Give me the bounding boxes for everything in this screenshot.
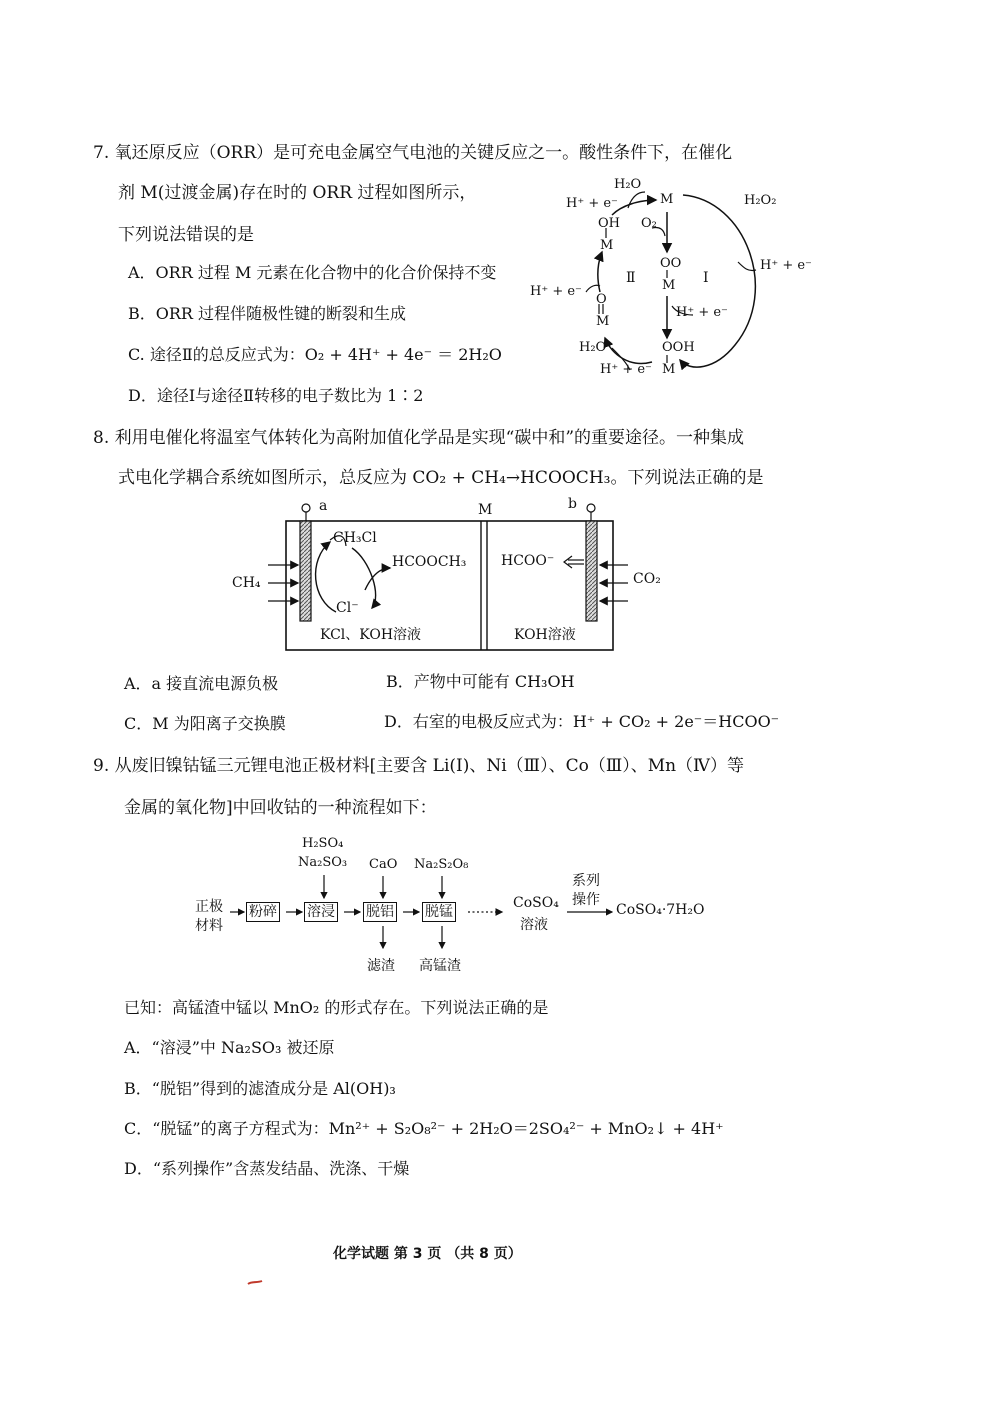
- flow-coso4: CoSO₄: [513, 895, 559, 911]
- flow-reagent-na2so3: Na₂SO₃: [298, 855, 348, 870]
- flow-step-demanganese: 脱锰: [422, 902, 456, 922]
- flow-waste-filter-residue: 滤渣: [367, 958, 395, 974]
- q9-option-d: D．“系列操作”含蒸发结晶、洗涤、干燥: [124, 1159, 410, 1178]
- membrane-label: M: [478, 502, 493, 518]
- flow-start-1: 正极: [195, 899, 223, 915]
- flow-step-dealuminum: 脱铝: [363, 902, 397, 922]
- ch4-label: CH₄: [232, 575, 261, 591]
- flow-reagent-cao: CaO: [369, 857, 398, 872]
- q8-option-c: C．M 为阳离子交换膜: [124, 714, 286, 733]
- q7-option-b: B．ORR 过程伴随极性键的断裂和生成: [128, 304, 407, 323]
- flow-start-2: 材料: [195, 918, 223, 934]
- orr-oo: OO: [660, 256, 682, 271]
- ch3cl-label: CH₃Cl: [333, 530, 377, 546]
- hcoo-label: HCOO⁻: [501, 553, 555, 569]
- q9-stem-line2: 金属的氧化物]中回收钴的一种流程如下：: [124, 798, 437, 818]
- co2-label: CO₂: [633, 571, 661, 587]
- q9-known: 已知：高锰渣中锰以 MnO₂ 的形式存在。下列说法正确的是: [124, 998, 549, 1017]
- orr-h-e-left: H⁺ + e⁻: [530, 284, 582, 299]
- orr-o2: O₂: [641, 216, 657, 231]
- orr-m-double: M: [596, 314, 610, 329]
- orr-h-e-mid: H⁺ + e⁻: [676, 305, 728, 320]
- orr-h-e-upper-left: H⁺ + e⁻: [566, 196, 618, 211]
- left-solution-label: KCl、KOH溶液: [320, 627, 422, 643]
- orr-h2o2: H₂O₂: [744, 193, 777, 208]
- orr-m-oo: M: [662, 278, 676, 293]
- page-footer: 化学试题 第 3 页 （共 8 页）: [333, 1246, 522, 1262]
- orr-h-e-right: H⁺ + e⁻: [760, 258, 812, 273]
- q7-stem-line1: 7. 氧还原反应（ORR）是可充电金属空气电池的关键反应之一。酸性条件下，在催化: [93, 143, 733, 163]
- q8-stem-line2: 式电化学耦合系统如图所示，总反应为 CO₂ + CH₄→HCOOCH₃。下列说法正确的是: [118, 468, 764, 488]
- flow-op-1: 系列: [572, 873, 600, 889]
- orr-oh: OH: [598, 216, 620, 231]
- q7-option-a: A．ORR 过程 M 元素在化合物中的化合价保持不变: [128, 263, 497, 282]
- hcooch3-label: HCOOCH₃: [392, 554, 467, 570]
- q9-option-b: B．“脱铝”得到的滤渣成分是 Al(OH)₃: [124, 1079, 396, 1098]
- orr-m-top: M: [660, 192, 674, 207]
- q9-stem-line1: 9. 从废旧镍钴锰三元锂电池正极材料[主要含 Li(Ⅰ)、Ni（Ⅲ）、Co（Ⅲ）、Mn（Ⅳ）等: [93, 756, 745, 776]
- q9-option-a: A．“溶浸”中 Na₂SO₃ 被还原: [124, 1038, 335, 1057]
- flow-step-crush: 粉碎: [246, 902, 280, 922]
- orr-label-i: Ⅰ: [703, 270, 709, 286]
- q8-option-a: A．a 接直流电源负极: [124, 674, 279, 693]
- q7-option-d: D．途径Ⅰ与途径Ⅱ转移的电子数比为 1∶2: [128, 386, 424, 405]
- cl-label: Cl⁻: [336, 600, 359, 616]
- flow-waste-high-mn-residue: 高锰渣: [419, 958, 461, 974]
- q8-stem-line1: 8. 利用电催化将温室气体转化为高附加值化学品是实现“碳中和”的重要途径。一种集成: [93, 428, 745, 448]
- orr-label-ii: Ⅱ: [626, 270, 636, 286]
- orr-ooh: OOH: [662, 340, 695, 355]
- orr-m-oh: M: [600, 238, 614, 253]
- q8-option-b: B．产物中可能有 CH₃OH: [386, 672, 575, 691]
- right-solution-label: KOH溶液: [514, 627, 576, 643]
- flow-product: CoSO₄·7H₂O: [616, 902, 705, 918]
- flow-op-2: 操作: [572, 892, 600, 908]
- q9-option-c: C．“脱锰”的离子方程式为：Mn²⁺ + S₂O₈²⁻ + 2H₂O＝2SO₄²⁻ + MnO₂↓ + 4H⁺: [124, 1119, 724, 1138]
- orr-h2o-bottom: H₂O: [579, 340, 607, 355]
- orr-h-e-bottom: H⁺ + e⁻: [600, 362, 652, 377]
- electrode-b-label: b: [568, 496, 577, 512]
- q7-stem-line2: 剂 M(过渡金属)存在时的 ORR 过程如图所示，: [118, 183, 477, 203]
- orr-h2o-top: H₂O: [614, 177, 642, 192]
- flow-reagent-h2so4: H₂SO₄: [302, 836, 344, 851]
- q7-option-c: C. 途径Ⅱ的总反应式为：O₂ + 4H⁺ + 4e⁻ ＝ 2H₂O: [128, 345, 502, 364]
- orr-o-double: O: [596, 292, 607, 307]
- flow-step-leach: 溶浸: [304, 902, 338, 922]
- flow-solution: 溶液: [520, 917, 548, 933]
- q8-option-d: D．右室的电极反应式为：H⁺ + CO₂ + 2e⁻＝HCOO⁻: [384, 712, 780, 731]
- electrode-a-label: a: [319, 498, 328, 514]
- flow-reagent-na2s2o8: Na₂S₂O₈: [414, 857, 469, 872]
- orr-m-ooh: M: [662, 362, 676, 377]
- q7-stem-line3: 下列说法错误的是: [118, 225, 254, 245]
